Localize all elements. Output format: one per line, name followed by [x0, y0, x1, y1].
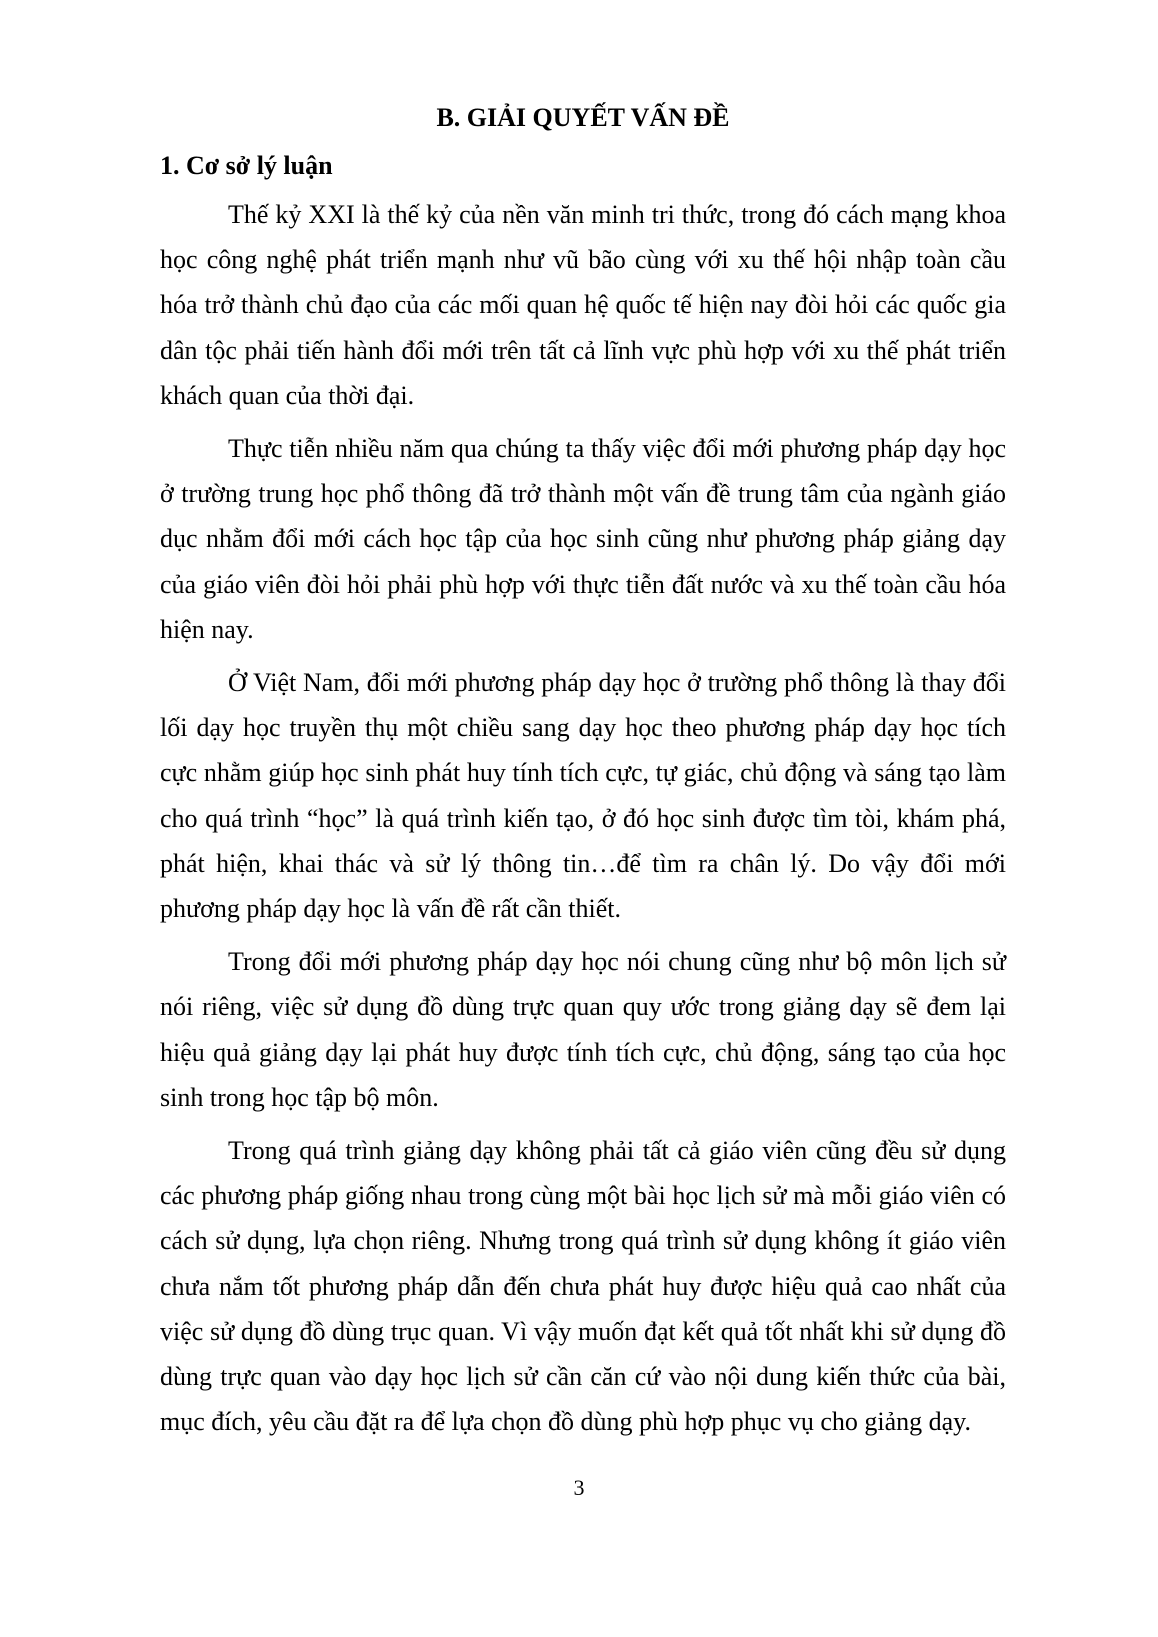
page-number: 3 — [573, 1475, 585, 1500]
section-title: B. GIẢI QUYẾT VẤN ĐỀ — [436, 103, 730, 132]
subsection-title: 1. Cơ sở lý luận — [160, 151, 333, 180]
paragraph-4: Trong đổi mới phương pháp dạy học nói chung cũng như bộ môn lịch sử nói riêng, việc sử dụng đồ dùng trực quan quy ước trong giảng dạy sẽ đem lại hiệu quả giảng dạy lại phát huy được tính tích cực, chủ động, sáng tạo của học sinh trong học tập bộ môn. — [160, 947, 1006, 1112]
paragraph-2: Thực tiễn nhiều năm qua chúng ta thấy việc đổi mới phương pháp dạy học ở trường trung học phổ thông đã trở thành một vấn đề trung tâm của ngành giáo dục nhằm đổi mới cách học tập của học sinh cũng như phương pháp giảng dạy của giáo viên đòi hỏi phải phù hợp với thực tiễn đất nước và xu thế toàn cầu hóa hiện nay. — [160, 434, 1006, 644]
document-page — [160, 100, 1006, 1452]
paragraph-5: Trong quá trình giảng dạy không phải tất cả giáo viên cũng đều sử dụng các phương pháp giống nhau trong cùng một bài học lịch sử mà mỗi giáo viên có cách sử dụng, lựa chọn riêng. Nhưng trong quá trình sử dụng không ít giáo viên chưa nắm tốt phương pháp dẫn đến chưa phát huy được hiệu quả cao nhất của việc sử dụng đồ dùng trục quan. Vì vậy muốn đạt kết quả tốt nhất khi sử dụng đồ dùng trực quan vào dạy học lịch sử cần căn cứ vào nội dung kiến thức của bài, mục đích, yêu cầu đặt ra để lựa chọn đồ dùng phù hợp phục vụ cho giảng dạy. — [160, 1136, 1006, 1437]
paragraph-1: Thế kỷ XXI là thế kỷ của nền văn minh tri thức, trong đó cách mạng khoa học công nghệ phát triển mạnh như vũ bão cùng với xu thế hội nhập toàn cầu hóa trở thành chủ đạo của các mối quan hệ quốc tế hiện nay đòi hỏi các quốc gia dân tộc phải tiến hành đổi mới trên tất cả lĩnh vực phù hợp với xu thế phát triển khách quan của thời đại. — [160, 200, 1006, 410]
paragraph-3: Ở Việt Nam, đổi mới phương pháp dạy học ở trường phổ thông là thay đổi lối dạy học truyền thụ một chiều sang dạy học theo phương pháp dạy học tích cực nhằm giúp học sinh phát huy tính tích cực, tự giác, chủ động và sáng tạo làm cho quá trình “học” là quá trình kiến tạo, ở đó học sinh được tìm tòi, khám phá, phát hiện, khai thác và sử lý thông tin…để tìm ra chân lý. Do vậy đổi mới phương pháp dạy học là vấn đề rất cần thiết. — [160, 668, 1006, 924]
